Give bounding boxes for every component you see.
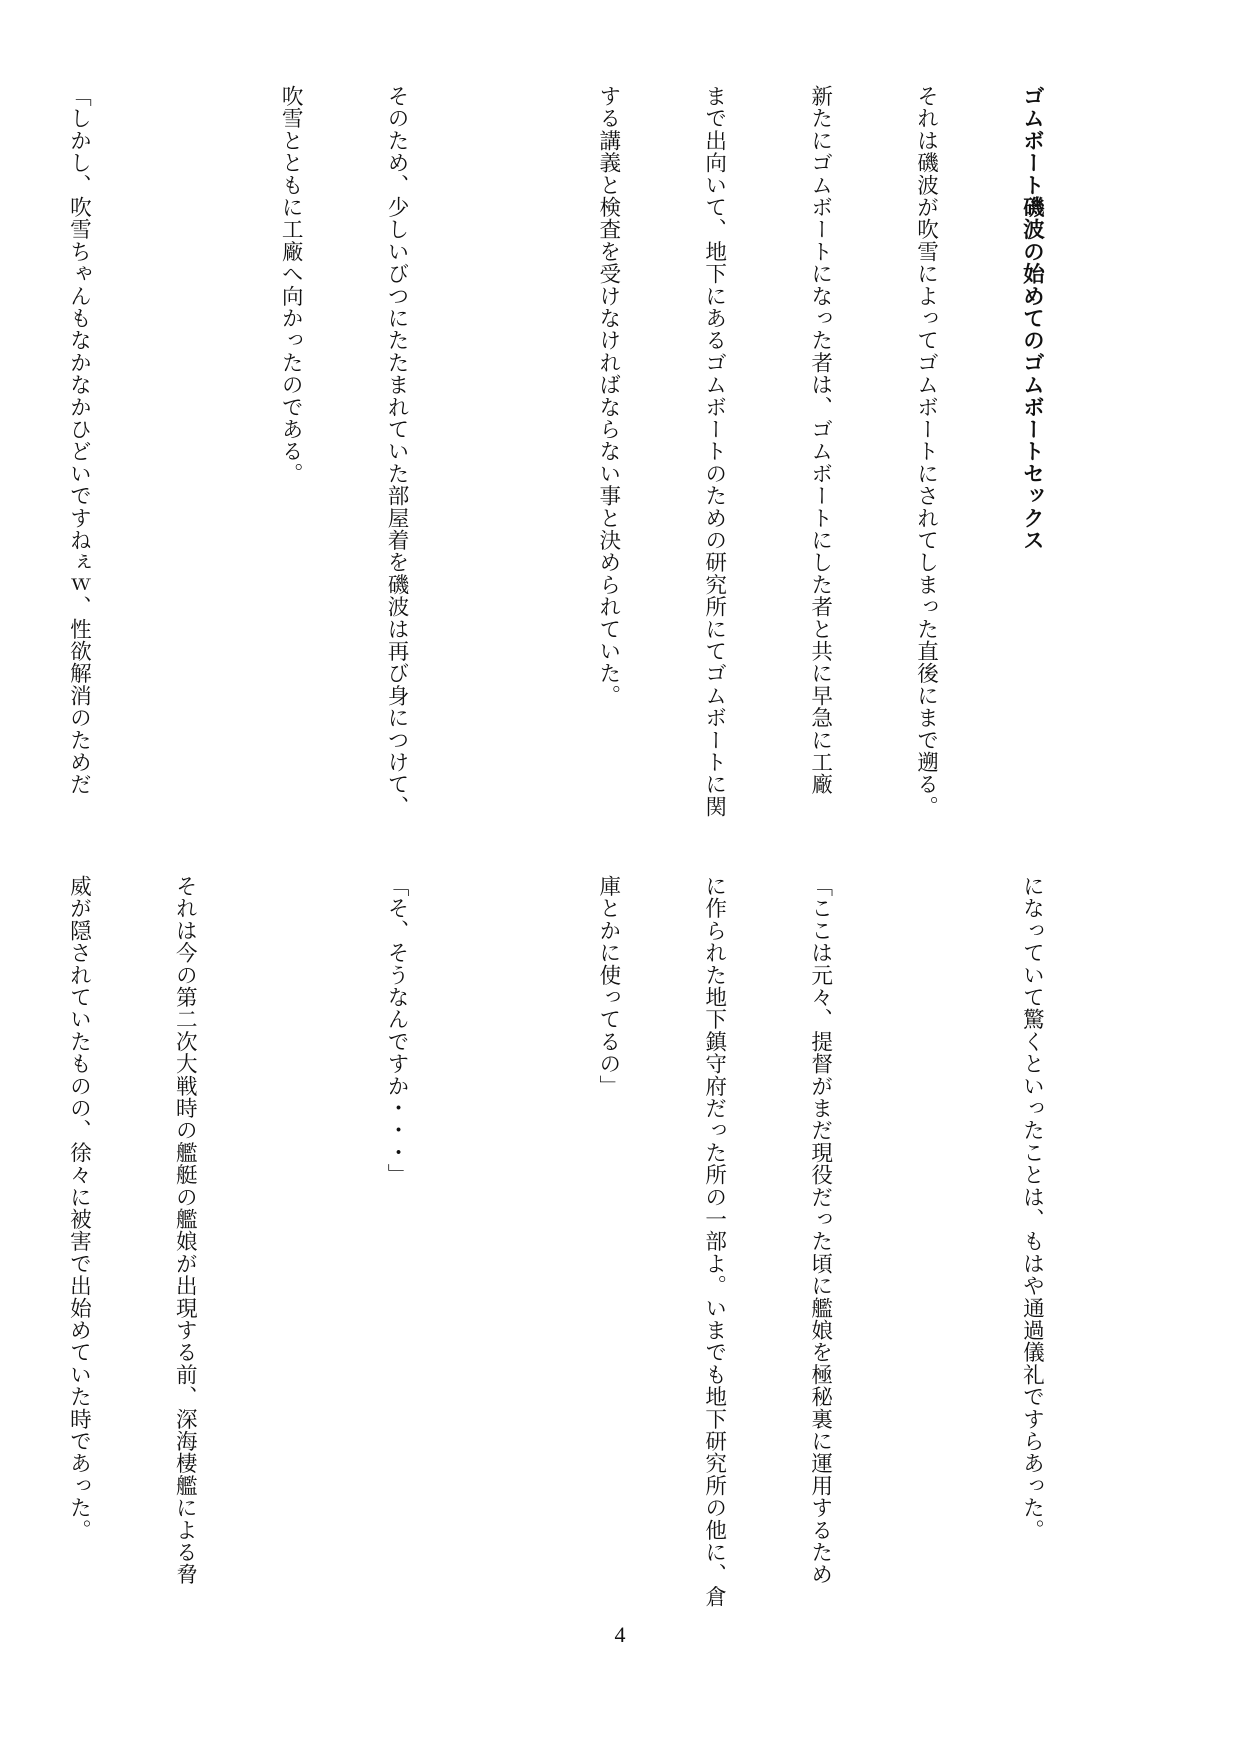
story-title: ゴムボート磯波の始めてのゴムボートセックス	[1019, 85, 1045, 552]
text-line: 新たにゴムボートになった者は、ゴムボートにした者と共に早急に工廠	[807, 85, 833, 796]
upper-text-block	[66, 85, 1120, 855]
text-line: まで出向いて、地下にあるゴムボートのための研究所にてゴムボートに関	[701, 85, 727, 818]
text-line: 「そ、そうなんですか・・・」	[384, 875, 410, 1186]
text-line: 威が隠されていたものの、徐々に被害で出始めていた時であった。	[66, 875, 92, 1541]
text-line: 「しかし、吹雪ちゃんもなかなかひどいですねぇｗ、性欲解消のためだ	[66, 85, 92, 796]
text-line: する講義と検査を受けなければならない事と決められていた。	[595, 85, 621, 707]
text-line: になっていて驚くといったことは、もはや通過儀礼ですらあった。	[1019, 875, 1045, 1541]
text-line: 吹雪とともに工廠へ向かったのである。	[278, 85, 304, 485]
page-number: 4	[614, 1622, 626, 1647]
text-line: それは磯波が吹雪によってゴムボートにされてしまった直後にまで遡る。	[913, 85, 939, 818]
text-line: そのため、少しいびつにたたまれていた部屋着を磯波は再び身につけて、	[384, 85, 410, 818]
blank-line	[485, 875, 520, 1575]
text-line: に作られた地下鎮守府だった所の一部よ。いまでも地下研究所の他に、倉	[701, 875, 727, 1608]
blank-line	[908, 875, 943, 1575]
lower-text-block	[66, 875, 1120, 1608]
blank-line	[485, 85, 520, 855]
text-line: 「ここは元々、提督がまだ現役だった頃に艦娘を極秘裏に運用するため	[807, 875, 833, 1586]
blank-line	[273, 875, 308, 1575]
text-line: 庫とかに使ってるの」	[595, 875, 621, 1097]
text-line: それは今の第二次大戦時の艦艇の艦娘が出現する前、深海棲艦による脅	[172, 875, 198, 1586]
blank-line	[167, 85, 202, 855]
